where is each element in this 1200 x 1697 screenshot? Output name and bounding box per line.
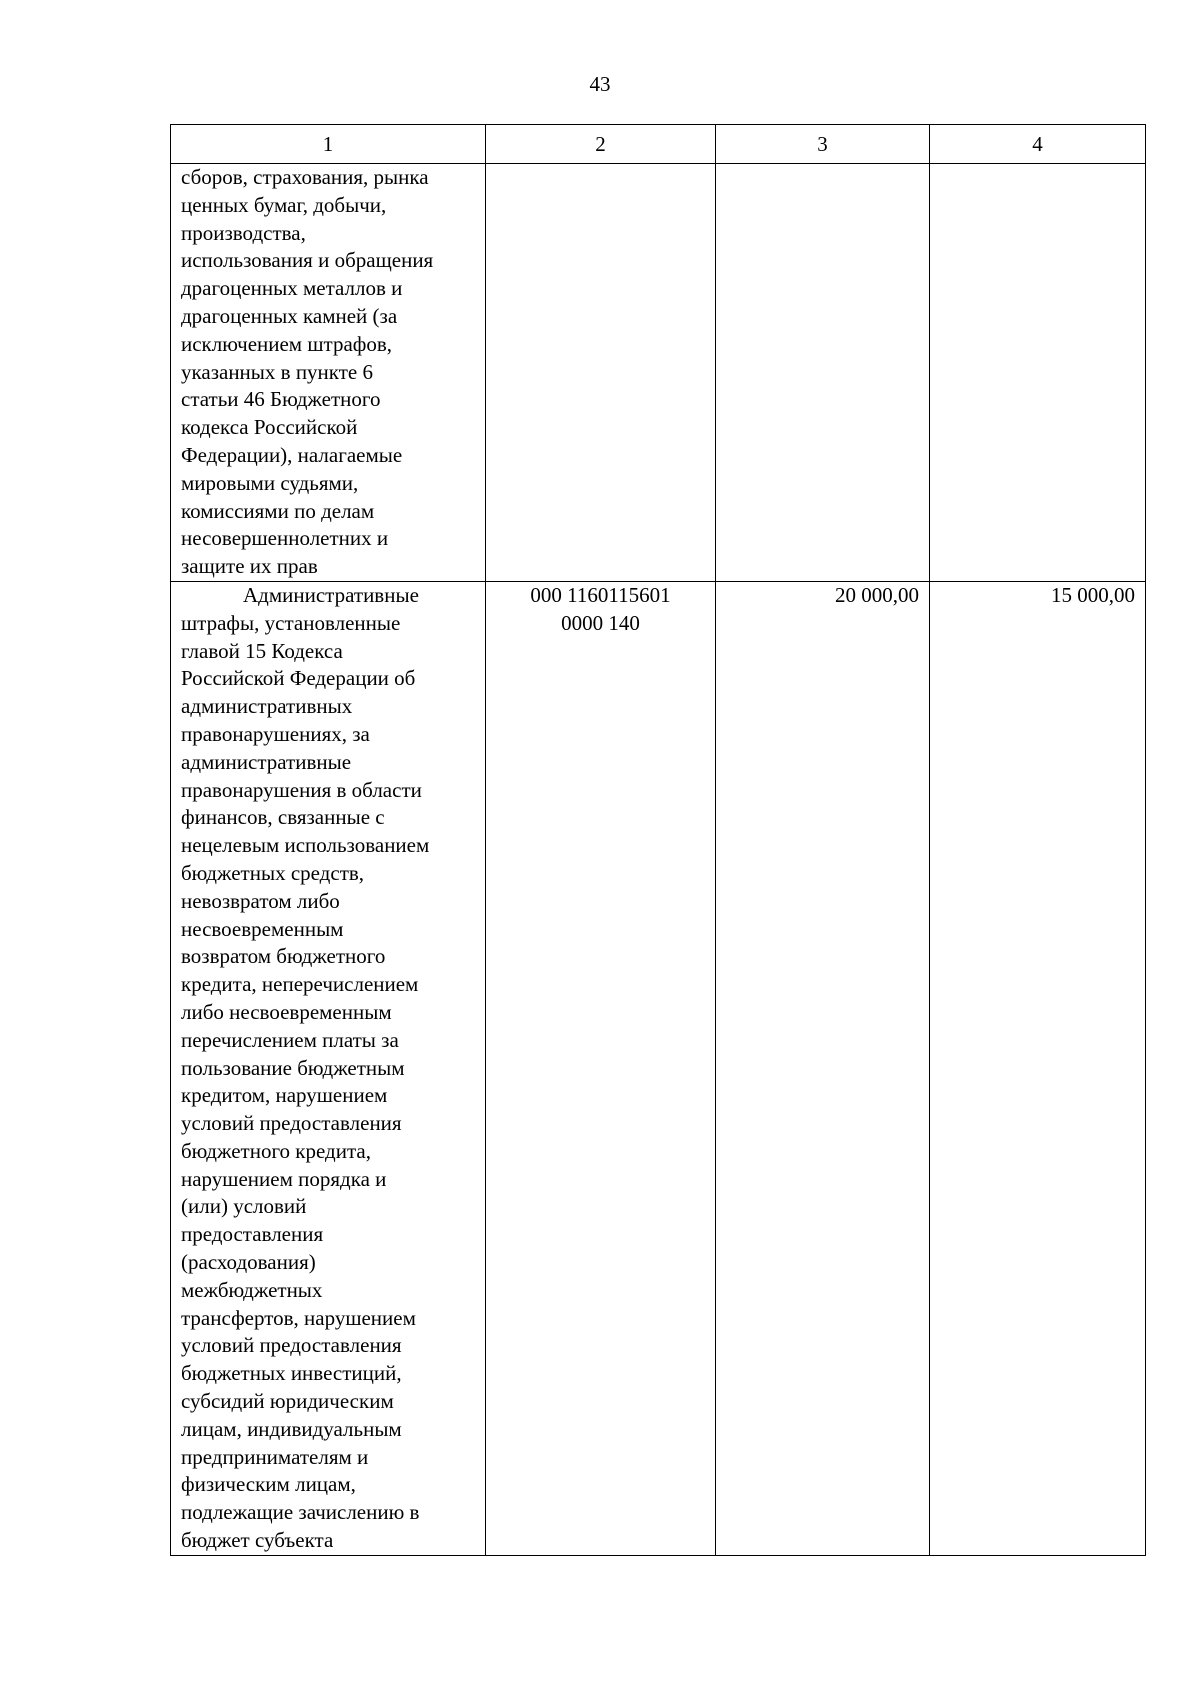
column-header-3: 3 — [716, 125, 930, 164]
row-code — [486, 581, 716, 1555]
description-line: несвоевременным — [181, 916, 344, 941]
row-amount-col4 — [930, 164, 1146, 582]
description-line: защите их прав — [181, 554, 318, 579]
column-header-1: 1 — [171, 125, 486, 164]
description-line: либо несвоевременным — [181, 999, 392, 1024]
description-line: бюджетных средств, — [181, 860, 365, 885]
code-line: 000 1160115601 — [530, 582, 671, 607]
description-line: указанных в пункте 6 — [181, 359, 373, 384]
table-row — [171, 164, 1146, 582]
description-line: нарушением порядка и — [181, 1166, 387, 1191]
page-number: 43 — [589, 72, 611, 96]
description-line: комиссиями по делам — [181, 498, 375, 523]
description-line: производства, — [181, 220, 306, 245]
description-line: правонарушения в области — [181, 777, 422, 802]
header-row — [171, 125, 1146, 164]
description-line: главой 15 Кодекса — [181, 638, 343, 663]
description-line: кредитом, нарушением — [181, 1083, 388, 1108]
description-line: (или) условий — [181, 1194, 307, 1219]
description-line: подлежащие зачислению в — [181, 1500, 420, 1525]
row-amount-col3: 20 000,00 — [716, 581, 930, 1555]
description-line: предпринимателям и — [181, 1444, 369, 1469]
description-line: субсидий юридическим — [181, 1389, 394, 1414]
description-line: Российской Федерации об — [181, 666, 416, 691]
row-amount-col3 — [716, 164, 930, 582]
row-code — [486, 164, 716, 582]
row-amount-col4: 15 000,00 — [930, 581, 1146, 1555]
description-line: правонарушениях, за — [181, 721, 370, 746]
description-line: драгоценных камней (за — [181, 303, 398, 328]
description-line: предоставления — [181, 1222, 324, 1247]
description-line: мировыми судьями, — [181, 470, 359, 495]
description-line: сборов, страхования, рынка — [181, 165, 429, 189]
description-line: исключением штрафов, — [181, 331, 393, 356]
description-line: бюджетного кредита, — [181, 1138, 371, 1163]
description-line: физическим лицам, — [181, 1472, 356, 1497]
description-line: драгоценных металлов и — [181, 276, 403, 301]
table-row — [171, 581, 1146, 1555]
description-line: межбюджетных — [181, 1277, 323, 1302]
table-body — [171, 164, 1146, 1556]
description-line: Административные — [243, 582, 419, 607]
description-line: несовершеннолетних и — [181, 526, 389, 551]
description-line: условий предоставления — [181, 1333, 402, 1358]
description-line: Федерации), налагаемые — [181, 442, 403, 467]
row-description — [171, 164, 486, 582]
description-line: кредита, неперечислением — [181, 972, 419, 997]
description-line: перечислением платы за — [181, 1027, 399, 1052]
description-line: трансфертов, нарушением — [181, 1305, 416, 1330]
description-line: финансов, связанные с — [181, 805, 385, 830]
code-line: 0000 140 — [561, 610, 640, 635]
description-line: лицам, индивидуальным — [181, 1416, 402, 1441]
description-line: административные — [181, 749, 352, 774]
column-header-4: 4 — [930, 125, 1146, 164]
description-line: возвратом бюджетного — [181, 944, 386, 969]
description-line: ценных бумаг, добычи, — [181, 192, 387, 217]
row-description — [171, 581, 486, 1555]
column-header-2: 2 — [486, 125, 716, 164]
budget-table — [170, 124, 1146, 1556]
description-line: бюджетных инвестиций, — [181, 1361, 402, 1386]
description-line: пользование бюджетным — [181, 1055, 405, 1080]
description-line: бюджет субъекта — [181, 1528, 334, 1553]
description-line: административных — [181, 694, 353, 719]
description-line: нецелевым использованием — [181, 833, 430, 858]
description-line: условий предоставления — [181, 1111, 402, 1136]
description-line: использования и обращения — [181, 248, 434, 273]
description-line: статьи 46 Бюджетного — [181, 387, 381, 412]
description-line: (расходования) — [181, 1250, 316, 1275]
description-line: кодекса Российской — [181, 415, 358, 440]
description-line: штрафы, установленные — [181, 610, 401, 635]
description-line: невозвратом либо — [181, 888, 340, 913]
